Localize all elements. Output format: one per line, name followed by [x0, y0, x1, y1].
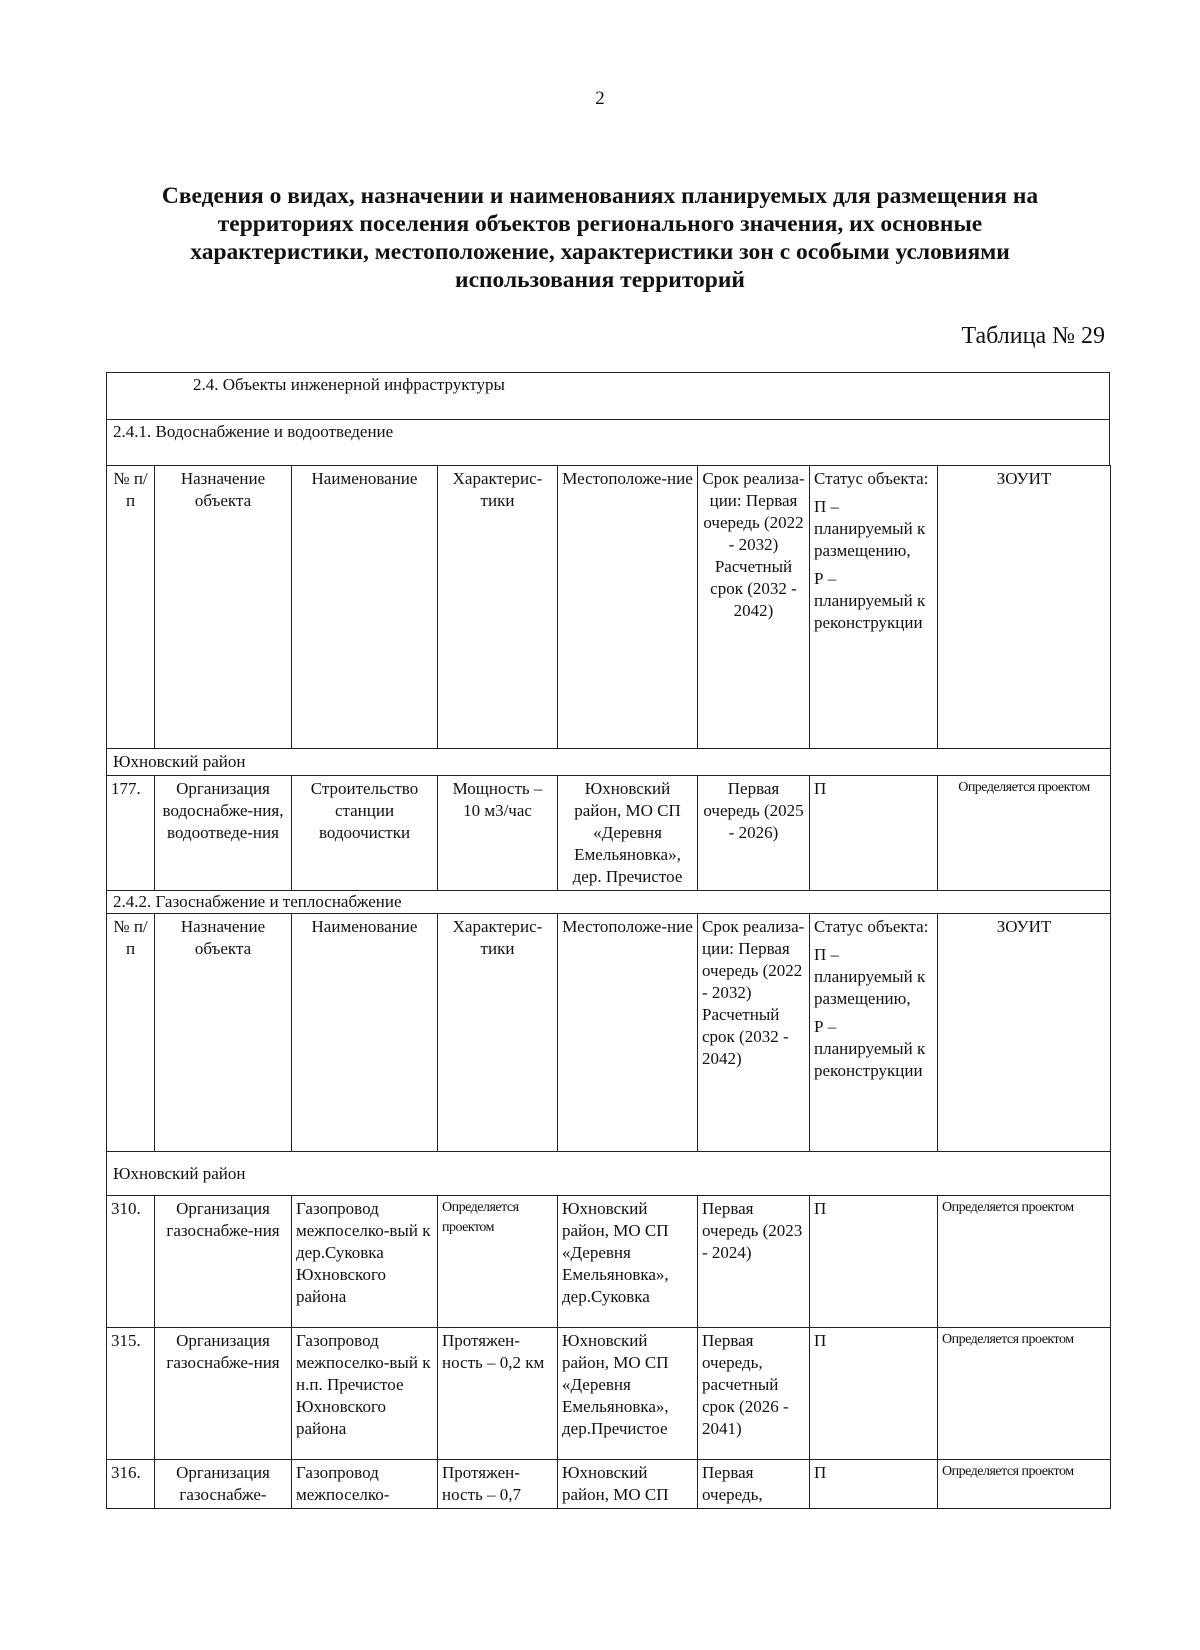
status-p-legend: П – планируемый к размещению,	[814, 945, 926, 1008]
section-water-heading: 2.4.1. Водоснабжение и водоотведение	[106, 419, 1110, 465]
cell-zouit: Определяется проектом	[938, 776, 1111, 891]
header-status	[810, 914, 938, 1152]
header-num: № п/п	[107, 914, 155, 1152]
cell-characteristics: Определяется проектом	[438, 1196, 558, 1328]
section-main-heading: 2.4. Объекты инженерной инфраструктуры	[106, 372, 1110, 419]
header-location: Местоположе-ние	[558, 914, 698, 1152]
water-header-row	[107, 466, 1111, 749]
water-table	[106, 465, 1111, 1509]
cell-location: Юхновский район, МО СП «Деревня Емельяновка», дер.Пречистое	[558, 1328, 698, 1460]
table-row	[107, 1328, 1111, 1460]
section-gas-row	[107, 891, 1111, 914]
header-name: Наименование	[292, 466, 438, 749]
cell-characteristics: Протяжен-ность – 0,7	[438, 1460, 558, 1509]
region-label: Юхновский район	[107, 749, 1111, 776]
header-characteristics: Характерис-тики	[438, 914, 558, 1152]
cell-zouit: Определяется проектом	[938, 1196, 1111, 1328]
table-label: Таблица № 29	[961, 323, 1105, 349]
header-characteristics: Характерис-тики	[438, 466, 558, 749]
cell-characteristics: Протяжен-ность – 0,2 км	[438, 1328, 558, 1460]
region-label: Юхновский район	[107, 1152, 1111, 1196]
cell-name: Строительство станции водоочистки	[292, 776, 438, 891]
cell-zouit: Определяется проектом	[938, 1328, 1111, 1460]
table-row	[107, 1460, 1111, 1509]
cell-num: 310.	[107, 1196, 155, 1328]
document-title: Сведения о видах, назначении и наименованиях планируемых для размещения на территориях поселения объектов регионального значения, их основные характеристики, местоположение, характеристики зон с особыми условиями использования территорий	[161, 183, 1039, 293]
header-purpose: Назначение объекта	[155, 466, 292, 749]
cell-term: Первая очередь, расчетный срок (2026 - 2041)	[698, 1328, 810, 1460]
cell-purpose: Организация газоснабже-ния	[155, 1196, 292, 1328]
status-title: Статус объекта:	[814, 917, 929, 936]
table-row	[107, 776, 1111, 891]
cell-status: П	[810, 1460, 938, 1509]
cell-location: Юхновский район, МО СП «Деревня Емельяновка», дер. Пречистое	[558, 776, 698, 891]
table-row	[107, 1196, 1111, 1328]
region-row	[107, 1152, 1111, 1196]
cell-location: Юхновский район, МО СП «Деревня Емельяновка», дер.Суковка	[558, 1196, 698, 1328]
cell-purpose: Организация водоснабже-ния, водоотведе-ния	[155, 776, 292, 891]
cell-name: Газопровод межпоселко-вый к дер.Суковка Юхновского района	[292, 1196, 438, 1328]
section-gas-heading: 2.4.2. Газоснабжение и теплоснабжение	[107, 891, 1111, 914]
header-zouit: ЗОУИТ	[938, 914, 1111, 1152]
header-location: Местоположе-ние	[558, 466, 698, 749]
cell-purpose: Организация газоснабже-ния	[155, 1328, 292, 1460]
region-row	[107, 749, 1111, 776]
cell-location: Юхновский район, МО СП	[558, 1460, 698, 1509]
cell-name: Газопровод межпоселко-	[292, 1460, 438, 1509]
cell-status: П	[810, 1328, 938, 1460]
cell-name: Газопровод межпоселко-вый к н.п. Пречистое Юхновского района	[292, 1328, 438, 1460]
cell-num: 177.	[107, 776, 155, 891]
header-zouit: ЗОУИТ	[938, 466, 1111, 749]
page-number: 2	[595, 88, 605, 109]
cell-num: 316.	[107, 1460, 155, 1509]
cell-purpose: Организация газоснабже-	[155, 1460, 292, 1509]
header-term: Срок реализа-ции: Первая очередь (2022 - 2032) Расчетный срок (2032 - 2042)	[698, 466, 810, 749]
cell-num: 315.	[107, 1328, 155, 1460]
header-name: Наименование	[292, 914, 438, 1152]
cell-status: П	[810, 776, 938, 891]
cell-term: Первая очередь,	[698, 1460, 810, 1509]
header-num: № п/п	[107, 466, 155, 749]
cell-zouit: Определяется проектом	[938, 1460, 1111, 1509]
gas-header-row	[107, 914, 1111, 1152]
cell-term: Первая очередь (2025 - 2026)	[698, 776, 810, 891]
header-term: Срок реализа-ции: Первая очередь (2022 - 2032) Расчетный срок (2032 - 2042)	[698, 914, 810, 1152]
status-title: Статус объекта:	[814, 469, 929, 488]
status-r-legend: Р – планируемый к реконструкции	[814, 569, 926, 632]
status-r-legend: Р – планируемый к реконструкции	[814, 1017, 926, 1080]
status-p-legend: П – планируемый к размещению,	[814, 497, 926, 560]
header-purpose: Назначение объекта	[155, 914, 292, 1152]
cell-characteristics: Мощность – 10 м3/час	[438, 776, 558, 891]
cell-status: П	[810, 1196, 938, 1328]
cell-term: Первая очередь (2023 - 2024)	[698, 1196, 810, 1328]
data-table-sheet	[106, 372, 1110, 1509]
header-status	[810, 466, 938, 749]
